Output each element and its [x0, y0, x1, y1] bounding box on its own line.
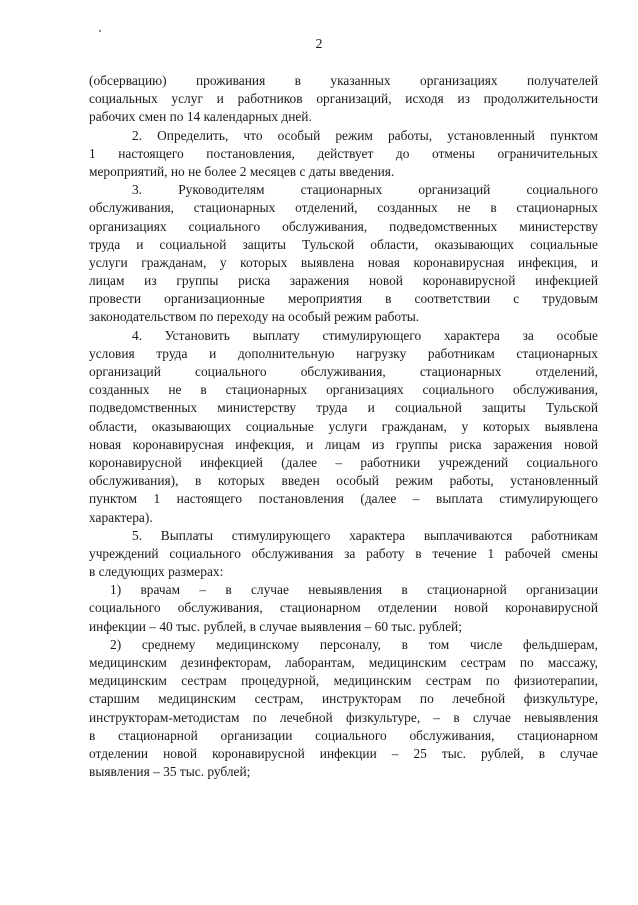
text-line: условия труда и дополнительную нагрузку работникам стационарных — [89, 345, 598, 361]
text-line: организаций социального обслуживания, стационарных отделений, — [89, 364, 598, 379]
text-line: учреждений социального обслуживания за работу в течение 1 рабочей смены — [89, 545, 598, 561]
text-line: инфекции – 40 тыс. рублей, в случае выявления – 60 тыс. рублей; — [89, 618, 462, 634]
text-line: 2) среднему медицинскому персоналу, в том числе фельдшерам, — [110, 636, 598, 652]
text-line: 5. Выплаты стимулирующего характера выплачиваются работникам — [132, 527, 598, 543]
text-line: обслуживания, стационарных отделений, созданных не в стационарных — [89, 200, 598, 216]
text-line: старшим медицинским сестрам, инструкторам по лечебной физкультуре, — [89, 691, 598, 707]
text-line: услуги гражданам, у которых выявлена новая коронавирусная инфекция, и — [89, 254, 598, 270]
page-number: 2 — [315, 37, 323, 52]
text-line: пунктом 1 настоящего постановления (далее – выплата стимулирующего — [89, 491, 598, 507]
document-body — [89, 72, 598, 781]
text-line: подведомственных министерству труда и социальной защиты Тульской — [89, 400, 598, 416]
text-line: 1 настоящего постановления, действует до отмены ограничительных — [89, 145, 598, 161]
text-line: социальных услуг и работников организаций, исходя из продолжительности — [89, 91, 598, 107]
text-line: в стационарной организации социального обслуживания, стационарном — [89, 727, 598, 743]
text-line: медицинским сестрам процедурной, медицинским сестрам по физиотерапии, — [89, 673, 598, 689]
scan-speck — [99, 30, 101, 32]
text-line: мероприятий, но не более 2 месяцев с даты введения. — [89, 163, 395, 179]
text-line: рабочих смен по 14 календарных дней. — [89, 109, 312, 125]
text-line: обслуживания), в которых введен особый режим работы, установленный — [89, 473, 598, 489]
text-line: 3. Руководителям стационарных организаций социального — [132, 182, 598, 198]
text-line: выявления – 35 тыс. рублей; — [89, 764, 251, 780]
text-line: законодательством по переходу на особый режим работы. — [89, 309, 420, 325]
text-line: характера). — [89, 509, 153, 525]
text-line: 4. Установить выплату стимулирующего характера за особые — [132, 327, 598, 343]
text-line: (обсервацию) проживания в указанных организациях получателей — [89, 73, 598, 88]
text-line: новая коронавирусная инфекция, и лицам из группы риска заражения новой — [89, 436, 598, 452]
text-line: организациях социального обслуживания, подведомственных министерству — [89, 218, 598, 234]
text-line: провести организационные мероприятия в соответствии с трудовым — [89, 291, 598, 307]
text-line: в следующих размерах: — [89, 564, 224, 580]
text-line: инструкторам-методистам по лечебной физкультуре, – в случае невыявления — [89, 709, 598, 725]
text-line: 2. Определить, что особый режим работы, установленный пунктом — [132, 127, 598, 143]
text-line: труда и социальной защиты Тульской области, оказывающих социальные — [89, 236, 598, 252]
text-line: коронавирусной инфекцией (далее – работники учреждений социального — [89, 454, 598, 470]
text-line: медицинским дезинфекторам, лаборантам, медицинским сестрам по массажу, — [89, 655, 598, 670]
text-line: социального обслуживания, стационарном отделении новой коронавирусной — [89, 600, 598, 616]
text-line: лицам из группы риска заражения новой коронавирусной инфекцией — [89, 273, 598, 289]
text-line: 1) врачам – в случае невыявления в стационарной организации — [110, 582, 598, 598]
text-line: созданных не в стационарных организациях социального обслуживания, — [89, 382, 598, 398]
text-line: отделении новой коронавирусной инфекции – 25 тыс. рублей, в случае — [89, 745, 598, 761]
text-line: области, оказывающих социальные услуги гражданам, у которых выявлена — [89, 418, 598, 434]
